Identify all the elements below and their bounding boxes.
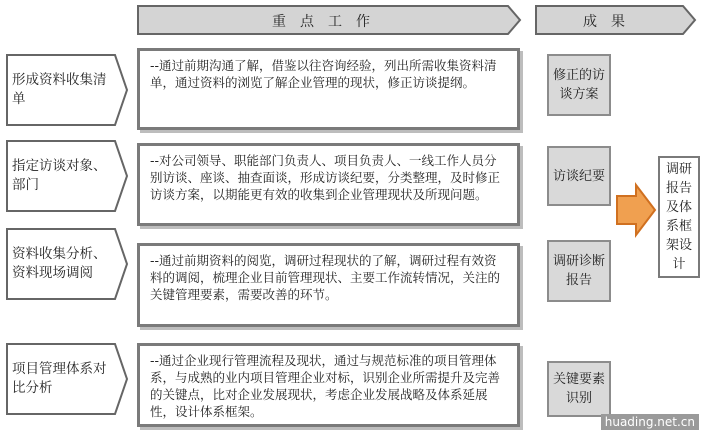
stage-label-4: 项目管理体系对比分析 <box>12 361 107 396</box>
result-box-4: 关键要素识别 <box>547 361 611 417</box>
stage-label-2: 指定访谈对象、部门 <box>12 158 107 193</box>
watermark: huading.net.cn <box>601 414 699 430</box>
result-box-3: 调研诊断报告 <box>547 240 611 302</box>
result-arrow <box>617 185 655 235</box>
stage-label-3: 资料收集分析、资料现场调阅 <box>12 246 107 281</box>
work-box-1: --通过前期沟通了解，借鉴以往咨询经验，列出所需收集资料清单，通过资料的浏览了解企业管理的现状，修正访谈提纲。 <box>137 48 520 130</box>
result-box-2: 访谈纪要 <box>547 146 611 206</box>
stage-label-1: 形成资料收集清单 <box>12 72 107 107</box>
work-box-3: --通过前期资料的阅览，调研过程现状的了解，调研过程有效资料的调阅，梳理企业目前管理现状、主要工作流转情况，关注的关键管理要素，需要改善的环节。 <box>137 243 520 327</box>
result-box-1: 修正的访谈方案 <box>547 54 611 116</box>
final-result-box: 调研报告及体系框架设计 <box>658 156 700 278</box>
result-header-label: 成果 <box>583 14 639 30</box>
work-box-2: --对公司领导、职能部门负责人、项目负责人、一线工作人员分别访谈、座谈、抽查面谈，形成访谈纪要，分类整理，及时修正访谈方案，以期能更有效的收集到企业管理现状及所现问题。 <box>137 143 520 226</box>
work-box-4: --通过企业现行管理流程及现状，通过与规范标准的项目管理体系，与成熟的业内项目管理企业对标，识别企业所需提升及完善的关键点，比对企业发展现状，考虑企业发展战略及体系延展性，设计体系框架。 <box>137 343 520 427</box>
work-header-label: 重点工作 <box>272 14 384 30</box>
